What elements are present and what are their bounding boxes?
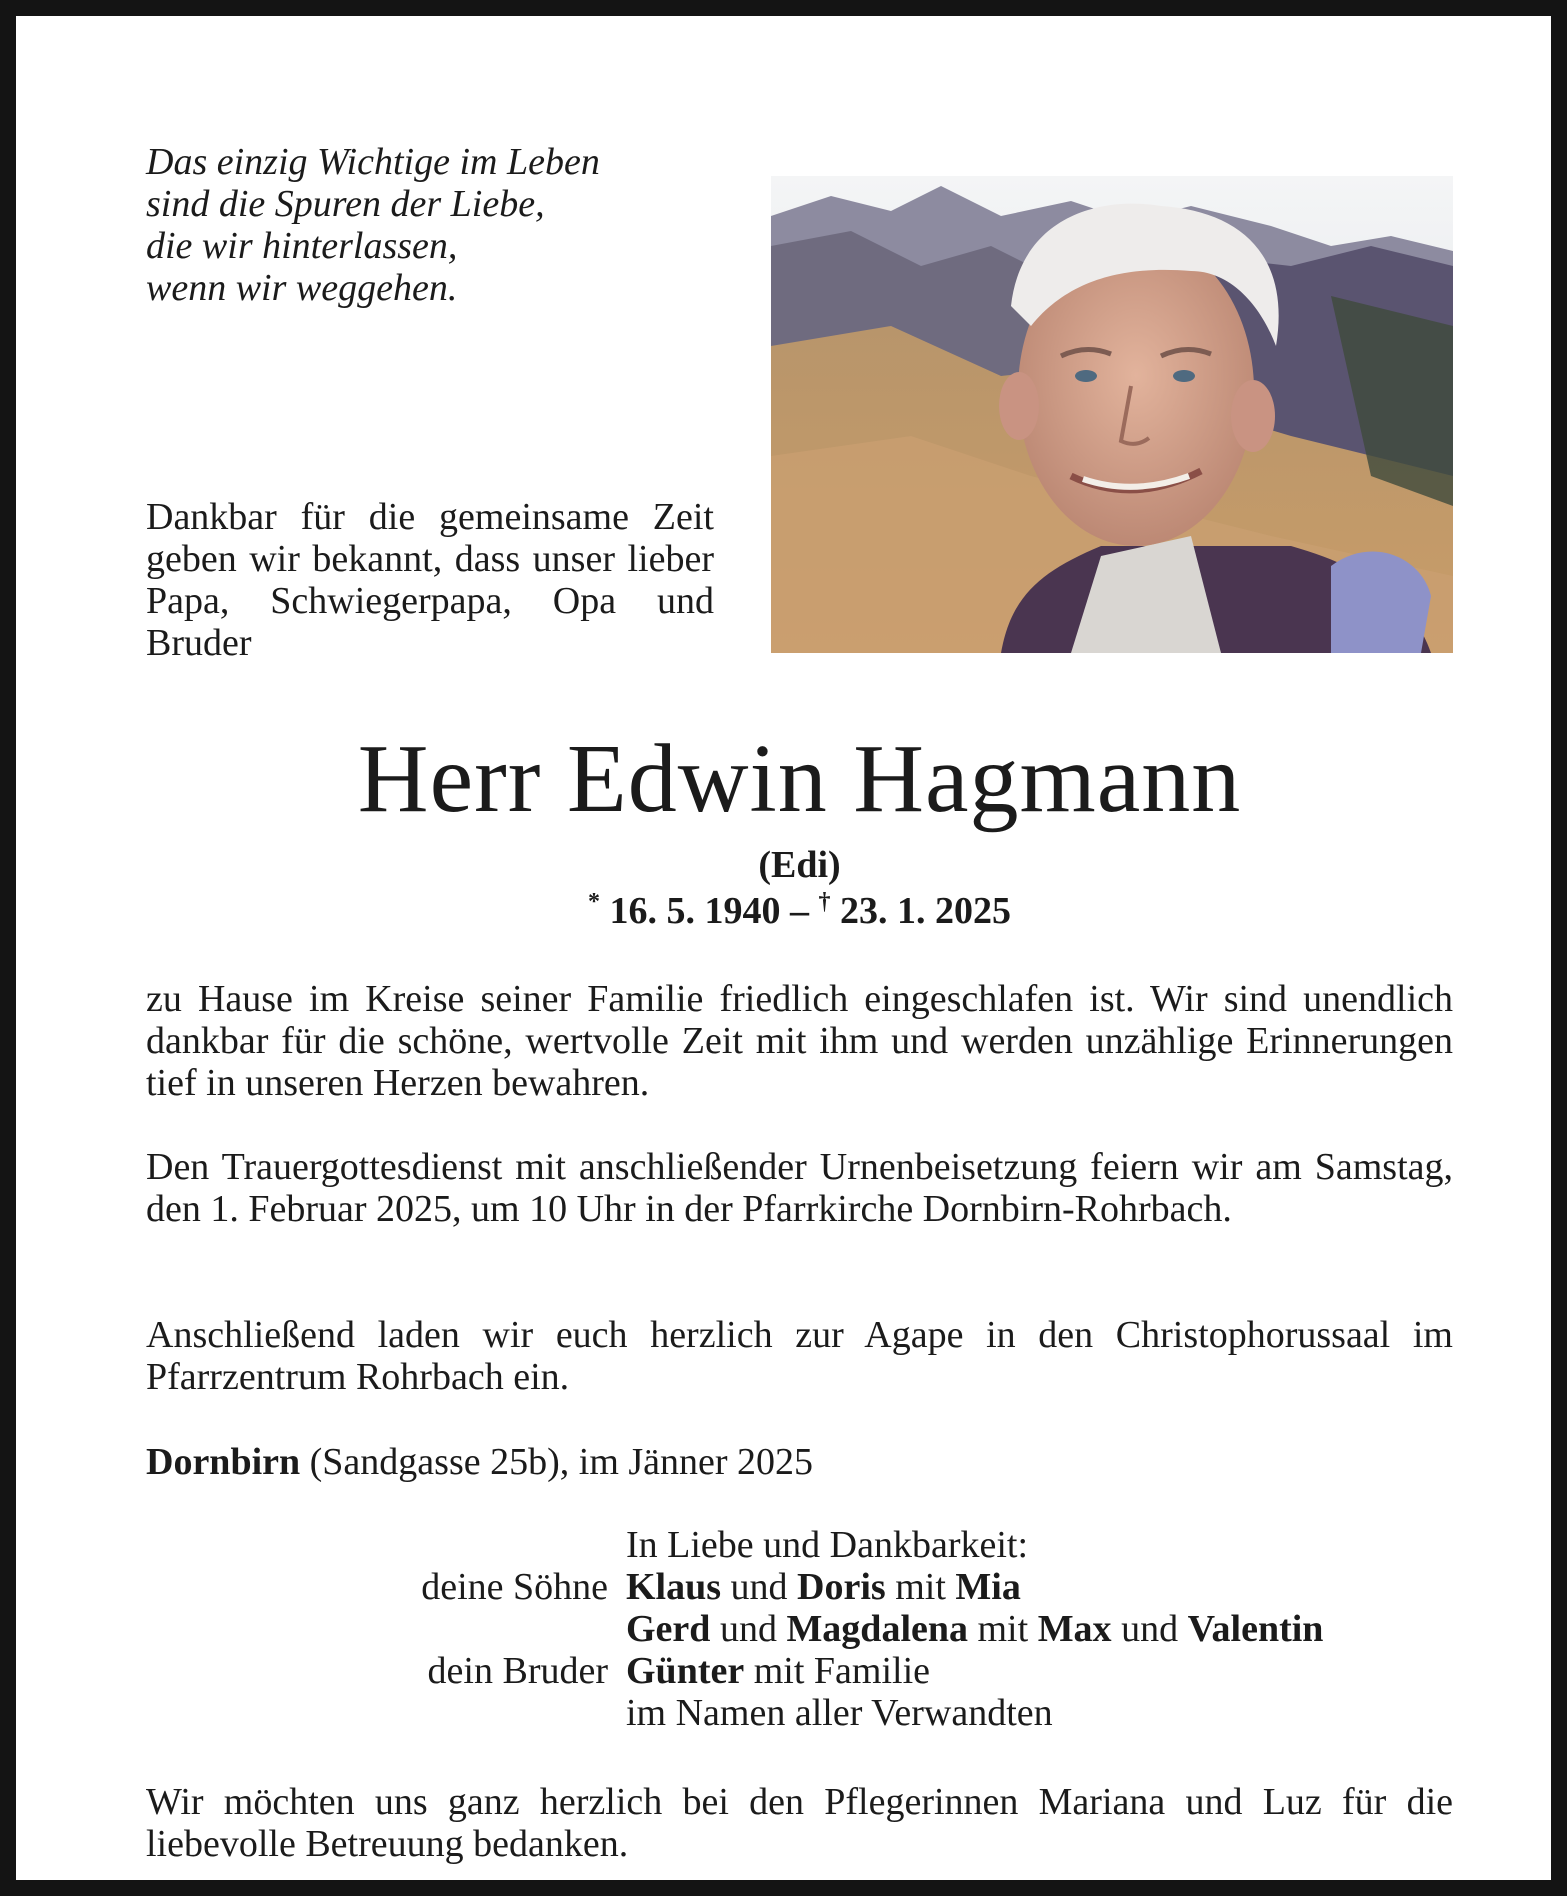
connector: und bbox=[719, 1608, 777, 1650]
memorial-quote bbox=[146, 141, 666, 309]
intro-text: Dankbar für die gemeinsame Zeit geben wir bekannt, dass unser lieber Papa, Schwiegerpapa, Opa und Bruder bbox=[146, 496, 714, 664]
connector: mit bbox=[895, 1566, 946, 1608]
place-address: (Sandgasse 25b), im Jänner 2025 bbox=[309, 1441, 814, 1483]
paragraph-passing: zu Hause im Kreise seiner Familie friedlich eingeschlafen ist. Wir sind unendlich dankbar für die schöne, wertvolle Zeit mit ihm und werden unzählige Erinnerungen tief in unseren Herzen bewahren. bbox=[146, 978, 1453, 1104]
thanks-paragraph: Wir möchten uns ganz herzlich bei den Pflegerinnen Mariana und Luz für die liebevolle Betreuung bedanken. bbox=[146, 1781, 1453, 1865]
deceased-name: Herr Edwin Hagmann bbox=[357, 725, 1242, 833]
signature-sons-row-2 bbox=[146, 1608, 1453, 1650]
birth-star: * bbox=[588, 889, 600, 915]
date-separator: – bbox=[790, 890, 809, 932]
connector: mit Familie bbox=[753, 1650, 930, 1692]
paragraph-agape: Anschließend laden wir euch herzlich zur Agape in den Christophorussaal im Pfarrzentrum Rohrbach ein. bbox=[146, 1314, 1453, 1398]
life-dates bbox=[136, 888, 1463, 934]
portrait-photo bbox=[771, 176, 1453, 653]
nickname: (Edi) bbox=[758, 844, 841, 886]
quote-line: wenn wir weggehen. bbox=[146, 267, 458, 309]
brother-family bbox=[626, 1650, 930, 1692]
signature-sons-row-1 bbox=[146, 1566, 1453, 1608]
sons-family-2 bbox=[626, 1608, 1323, 1650]
family-name: Valentin bbox=[1187, 1608, 1324, 1650]
death-cross: † bbox=[818, 889, 831, 915]
quote-line: die wir hinterlassen, bbox=[146, 225, 458, 267]
family-name: Günter bbox=[626, 1650, 745, 1692]
family-name: Klaus bbox=[626, 1566, 722, 1608]
connector: und bbox=[730, 1566, 788, 1608]
sons-family-1 bbox=[626, 1566, 1021, 1608]
connector: und bbox=[1121, 1608, 1179, 1650]
birth-date: 16. 5. 1940 bbox=[609, 890, 781, 932]
brother-label: dein Bruder bbox=[427, 1650, 608, 1692]
signature-heading-row bbox=[146, 1524, 1453, 1566]
place-city: Dornbirn bbox=[146, 1441, 301, 1483]
portrait-photo-icon bbox=[771, 176, 1453, 653]
signature-heading: In Liebe und Dankbarkeit: bbox=[626, 1524, 1029, 1566]
family-name: Max bbox=[1037, 1608, 1112, 1650]
family-name: Magdalena bbox=[786, 1608, 968, 1650]
signature-relatives-row bbox=[146, 1692, 1453, 1734]
signature-brother-row bbox=[146, 1650, 1453, 1692]
quote-line: Das einzig Wichtige im Leben bbox=[146, 141, 600, 183]
place-and-date bbox=[146, 1441, 1453, 1483]
family-name: Gerd bbox=[626, 1608, 711, 1650]
sons-label: deine Söhne bbox=[421, 1566, 608, 1608]
death-date: 23. 1. 2025 bbox=[840, 890, 1011, 932]
relatives-text: im Namen aller Verwandten bbox=[626, 1692, 1053, 1734]
connector: mit bbox=[977, 1608, 1029, 1650]
quote-line: sind die Spuren der Liebe, bbox=[146, 183, 545, 225]
paragraph-funeral-service: Den Trauergottesdienst mit anschließender Urnenbeisetzung feiern wir am Samstag, den 1. Februar 2025, um 10 Uhr in der Pfarrkirche Dornbirn-Rohrbach. bbox=[146, 1146, 1453, 1230]
family-name: Mia bbox=[955, 1566, 1021, 1608]
family-name: Doris bbox=[797, 1566, 886, 1608]
